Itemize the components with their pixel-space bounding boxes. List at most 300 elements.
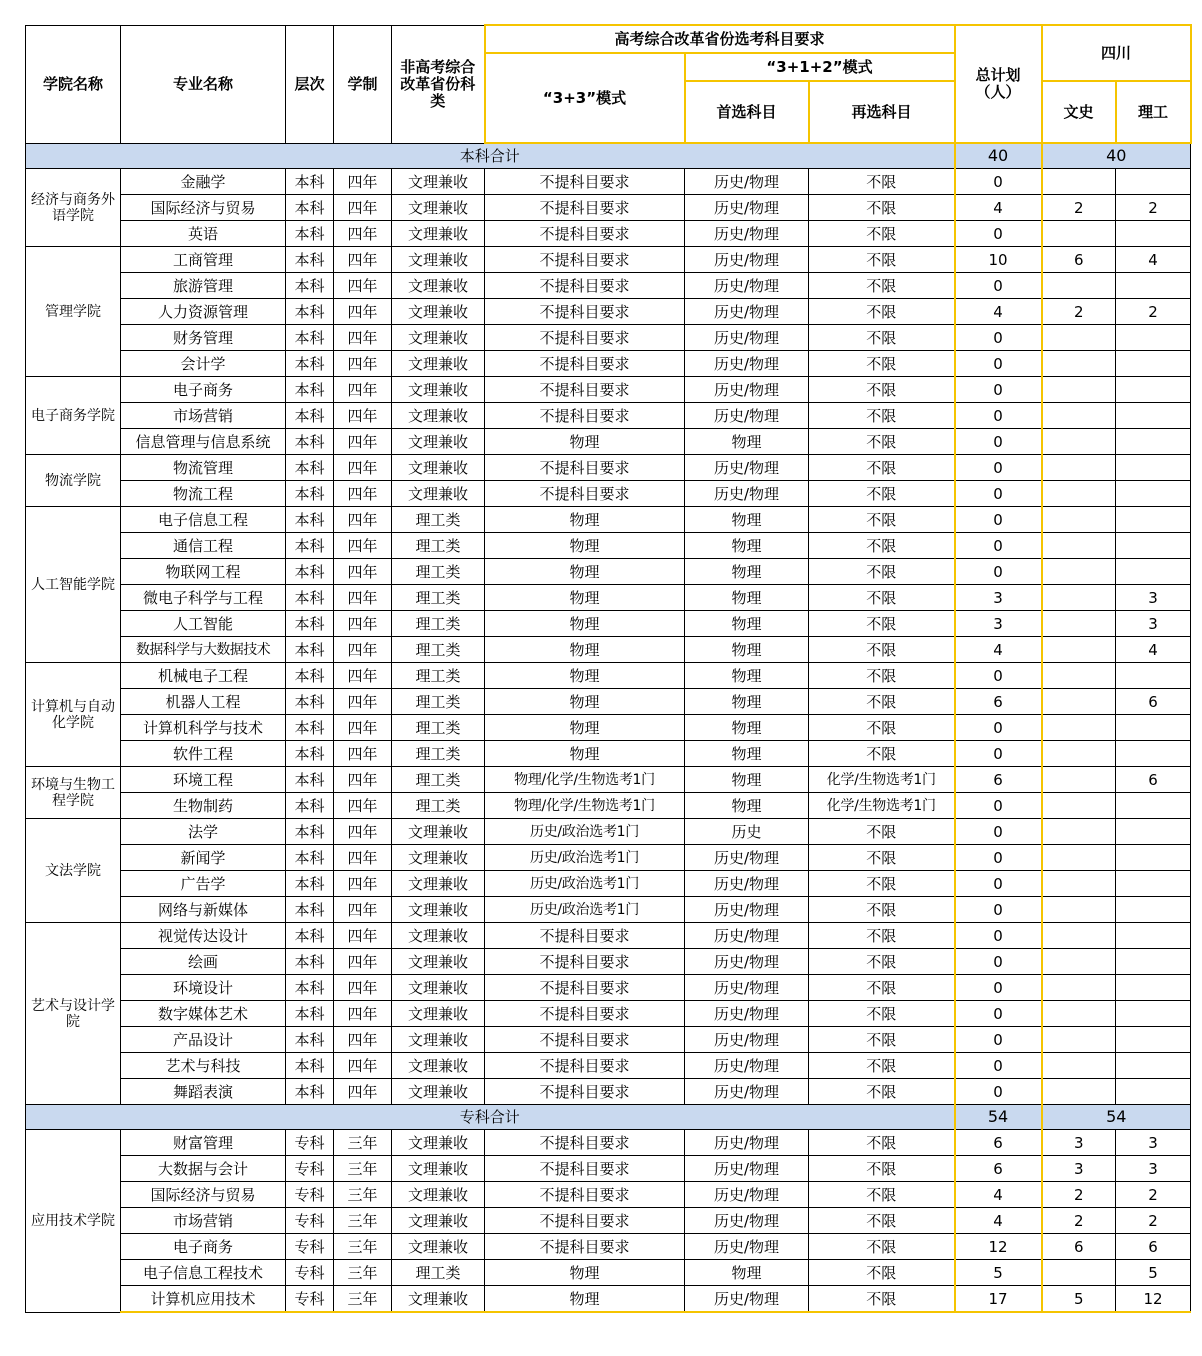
- total-plan-cell: 0: [955, 1001, 1042, 1027]
- major-cell: 国际经济与贸易: [121, 195, 286, 221]
- table-row: [26, 897, 1191, 923]
- second-subject-cell: 不限: [809, 273, 955, 299]
- header-duration: 学制: [334, 25, 392, 143]
- level-cell: 本科: [286, 299, 334, 325]
- total-plan-cell: 0: [955, 533, 1042, 559]
- category-cell: 文理兼收: [392, 1130, 485, 1156]
- category-cell: 文理兼收: [392, 247, 485, 273]
- mode-33-cell: 不提科目要求: [485, 273, 685, 299]
- science-plan-cell: [1116, 923, 1191, 949]
- category-cell: 理工类: [392, 741, 485, 767]
- category-cell: 文理兼收: [392, 429, 485, 455]
- table-row: [26, 1156, 1191, 1182]
- level-cell: 本科: [286, 507, 334, 533]
- arts-plan-cell: 3: [1042, 1156, 1116, 1182]
- total-plan-cell: 6: [955, 689, 1042, 715]
- duration-cell: 四年: [334, 611, 392, 637]
- second-subject-cell: 不限: [809, 221, 955, 247]
- first-subject-cell: 物理: [685, 1260, 809, 1286]
- second-subject-cell: 不限: [809, 975, 955, 1001]
- category-cell: 文理兼收: [392, 1001, 485, 1027]
- science-plan-cell: [1116, 377, 1191, 403]
- mode-33-cell: 物理/化学/生物选考1门: [485, 793, 685, 819]
- mode-33-cell: 物理: [485, 559, 685, 585]
- total-plan-cell: 4: [955, 299, 1042, 325]
- table-row: [26, 429, 1191, 455]
- first-subject-cell: 历史/物理: [685, 273, 809, 299]
- total-plan-cell: 0: [955, 481, 1042, 507]
- science-plan-cell: [1116, 559, 1191, 585]
- arts-plan-cell: [1042, 1260, 1116, 1286]
- arts-plan-cell: [1042, 429, 1116, 455]
- table-row: [26, 559, 1191, 585]
- level-cell: 本科: [286, 1053, 334, 1079]
- first-subject-cell: 历史/物理: [685, 221, 809, 247]
- second-subject-cell: 不限: [809, 585, 955, 611]
- level-cell: 本科: [286, 325, 334, 351]
- college-cell: 电子商务学院: [26, 377, 121, 455]
- major-cell: 微电子科学与工程: [121, 585, 286, 611]
- table-row: [26, 975, 1191, 1001]
- duration-cell: 三年: [334, 1260, 392, 1286]
- second-subject-cell: 不限: [809, 871, 955, 897]
- major-cell: 艺术与科技: [121, 1053, 286, 1079]
- first-subject-cell: 历史/物理: [685, 897, 809, 923]
- duration-cell: 四年: [334, 429, 392, 455]
- second-subject-cell: 不限: [809, 637, 955, 663]
- category-cell: 文理兼收: [392, 975, 485, 1001]
- level-cell: 本科: [286, 923, 334, 949]
- category-cell: 文理兼收: [392, 273, 485, 299]
- mode-33-cell: 不提科目要求: [485, 1053, 685, 1079]
- college-cell: 计算机与自动化学院: [26, 663, 121, 767]
- first-subject-cell: 物理: [685, 533, 809, 559]
- total-plan-cell: 0: [955, 1027, 1042, 1053]
- category-cell: 理工类: [392, 533, 485, 559]
- mode-33-cell: 物理: [485, 507, 685, 533]
- category-cell: 理工类: [392, 1260, 485, 1286]
- duration-cell: 四年: [334, 819, 392, 845]
- duration-cell: 四年: [334, 299, 392, 325]
- level-cell: 专科: [286, 1156, 334, 1182]
- level-cell: 本科: [286, 715, 334, 741]
- major-cell: 会计学: [121, 351, 286, 377]
- science-plan-cell: 2: [1116, 299, 1191, 325]
- first-subject-cell: 历史/物理: [685, 325, 809, 351]
- second-subject-cell: 不限: [809, 1001, 955, 1027]
- duration-cell: 四年: [334, 663, 392, 689]
- major-cell: 绘画: [121, 949, 286, 975]
- second-subject-cell: 不限: [809, 559, 955, 585]
- first-subject-cell: 历史/物理: [685, 403, 809, 429]
- category-cell: 理工类: [392, 767, 485, 793]
- mode-33-cell: 历史/政治选考1门: [485, 871, 685, 897]
- mode-33-cell: 历史/政治选考1门: [485, 845, 685, 871]
- second-subject-cell: 不限: [809, 533, 955, 559]
- first-subject-cell: 物理: [685, 429, 809, 455]
- table-row: [26, 455, 1191, 481]
- total-plan-cell: 4: [955, 637, 1042, 663]
- mode-33-cell: 物理: [485, 1286, 685, 1313]
- level-cell: 本科: [286, 455, 334, 481]
- table-row: [26, 923, 1191, 949]
- science-plan-cell: [1116, 533, 1191, 559]
- arts-plan-cell: [1042, 793, 1116, 819]
- table-row: [26, 1208, 1191, 1234]
- duration-cell: 四年: [334, 377, 392, 403]
- category-cell: 理工类: [392, 507, 485, 533]
- major-cell: 物流管理: [121, 455, 286, 481]
- category-cell: 理工类: [392, 637, 485, 663]
- summary-label: 本科合计: [26, 143, 955, 169]
- total-plan-cell: 0: [955, 663, 1042, 689]
- major-cell: 物流工程: [121, 481, 286, 507]
- second-subject-cell: 不限: [809, 819, 955, 845]
- level-cell: 本科: [286, 1027, 334, 1053]
- major-cell: 物联网工程: [121, 559, 286, 585]
- total-plan-cell: 0: [955, 169, 1042, 195]
- arts-plan-cell: 5: [1042, 1286, 1116, 1313]
- header-non-reform: 非高考综合改革省份科类: [392, 25, 485, 143]
- science-plan-cell: 4: [1116, 247, 1191, 273]
- category-cell: 文理兼收: [392, 1182, 485, 1208]
- first-subject-cell: 历史/物理: [685, 1286, 809, 1313]
- mode-33-cell: 不提科目要求: [485, 949, 685, 975]
- table-row: [26, 377, 1191, 403]
- table-row: [26, 949, 1191, 975]
- level-cell: 本科: [286, 351, 334, 377]
- second-subject-cell: 不限: [809, 507, 955, 533]
- table-row: [26, 585, 1191, 611]
- science-plan-cell: 6: [1116, 689, 1191, 715]
- mode-33-cell: 历史/政治选考1门: [485, 897, 685, 923]
- level-cell: 本科: [286, 949, 334, 975]
- duration-cell: 四年: [334, 221, 392, 247]
- header-first-subject: 首选科目: [685, 81, 809, 143]
- total-plan-cell: 0: [955, 1053, 1042, 1079]
- second-subject-cell: 不限: [809, 845, 955, 871]
- duration-cell: 四年: [334, 767, 392, 793]
- duration-cell: 四年: [334, 507, 392, 533]
- total-plan-cell: 3: [955, 585, 1042, 611]
- major-cell: 财富管理: [121, 1130, 286, 1156]
- mode-33-cell: 不提科目要求: [485, 247, 685, 273]
- level-cell: 专科: [286, 1286, 334, 1313]
- science-plan-cell: 2: [1116, 1208, 1191, 1234]
- science-plan-cell: 3: [1116, 1130, 1191, 1156]
- first-subject-cell: 物理: [685, 559, 809, 585]
- mode-33-cell: 历史/政治选考1门: [485, 819, 685, 845]
- science-plan-cell: [1116, 793, 1191, 819]
- header-level: 层次: [286, 25, 334, 143]
- arts-plan-cell: [1042, 221, 1116, 247]
- duration-cell: 四年: [334, 325, 392, 351]
- arts-plan-cell: [1042, 351, 1116, 377]
- category-cell: 文理兼收: [392, 1208, 485, 1234]
- level-cell: 本科: [286, 975, 334, 1001]
- table-row: [26, 1053, 1191, 1079]
- header-major: 专业名称: [121, 25, 286, 143]
- duration-cell: 四年: [334, 715, 392, 741]
- mode-33-cell: 不提科目要求: [485, 1001, 685, 1027]
- table-header: [26, 25, 1191, 143]
- first-subject-cell: 历史/物理: [685, 299, 809, 325]
- major-cell: 视觉传达设计: [121, 923, 286, 949]
- arts-plan-cell: [1042, 715, 1116, 741]
- table-row: [26, 1001, 1191, 1027]
- total-plan-cell: 0: [955, 897, 1042, 923]
- mode-33-cell: 物理: [485, 663, 685, 689]
- mode-33-cell: 不提科目要求: [485, 1027, 685, 1053]
- total-plan-cell: 0: [955, 429, 1042, 455]
- table-row: [26, 507, 1191, 533]
- duration-cell: 四年: [334, 481, 392, 507]
- science-plan-cell: [1116, 1027, 1191, 1053]
- duration-cell: 四年: [334, 637, 392, 663]
- category-cell: 理工类: [392, 793, 485, 819]
- college-cell: 人工智能学院: [26, 507, 121, 663]
- total-plan-cell: 10: [955, 247, 1042, 273]
- table-row: [26, 741, 1191, 767]
- science-plan-cell: [1116, 663, 1191, 689]
- second-subject-cell: 化学/生物选考1门: [809, 767, 955, 793]
- level-cell: 本科: [286, 559, 334, 585]
- level-cell: 本科: [286, 533, 334, 559]
- first-subject-cell: 历史/物理: [685, 377, 809, 403]
- science-plan-cell: 3: [1116, 1156, 1191, 1182]
- mode-33-cell: 不提科目要求: [485, 1234, 685, 1260]
- major-cell: 产品设计: [121, 1027, 286, 1053]
- total-plan-cell: 0: [955, 949, 1042, 975]
- total-plan-cell: 6: [955, 767, 1042, 793]
- total-plan-cell: 0: [955, 351, 1042, 377]
- science-plan-cell: 3: [1116, 585, 1191, 611]
- arts-plan-cell: [1042, 949, 1116, 975]
- first-subject-cell: 历史/物理: [685, 1027, 809, 1053]
- arts-plan-cell: [1042, 663, 1116, 689]
- mode-33-cell: 不提科目要求: [485, 169, 685, 195]
- category-cell: 文理兼收: [392, 325, 485, 351]
- category-cell: 文理兼收: [392, 897, 485, 923]
- category-cell: 文理兼收: [392, 377, 485, 403]
- science-plan-cell: [1116, 429, 1191, 455]
- major-cell: 生物制药: [121, 793, 286, 819]
- first-subject-cell: 物理: [685, 767, 809, 793]
- category-cell: 文理兼收: [392, 195, 485, 221]
- arts-plan-cell: 2: [1042, 195, 1116, 221]
- table-row: [26, 1182, 1191, 1208]
- mode-33-cell: 不提科目要求: [485, 195, 685, 221]
- summary-province-total: 40: [1042, 143, 1191, 169]
- major-cell: 市场营销: [121, 403, 286, 429]
- category-cell: 文理兼收: [392, 1053, 485, 1079]
- duration-cell: 三年: [334, 1130, 392, 1156]
- arts-plan-cell: [1042, 845, 1116, 871]
- second-subject-cell: 不限: [809, 1234, 955, 1260]
- second-subject-cell: 不限: [809, 1260, 955, 1286]
- science-plan-cell: [1116, 975, 1191, 1001]
- duration-cell: 三年: [334, 1286, 392, 1313]
- level-cell: 本科: [286, 819, 334, 845]
- table-row: [26, 845, 1191, 871]
- science-plan-cell: 2: [1116, 1182, 1191, 1208]
- table-row: [26, 637, 1191, 663]
- college-cell: 环境与生物工程学院: [26, 767, 121, 819]
- arts-plan-cell: [1042, 1053, 1116, 1079]
- level-cell: 本科: [286, 767, 334, 793]
- mode-33-cell: 物理: [485, 585, 685, 611]
- major-cell: 计算机应用技术: [121, 1286, 286, 1313]
- major-cell: 新闻学: [121, 845, 286, 871]
- duration-cell: 四年: [334, 585, 392, 611]
- second-subject-cell: 不限: [809, 715, 955, 741]
- major-cell: 旅游管理: [121, 273, 286, 299]
- arts-plan-cell: 6: [1042, 1234, 1116, 1260]
- arts-plan-cell: [1042, 1027, 1116, 1053]
- arts-plan-cell: 6: [1042, 247, 1116, 273]
- total-plan-cell: 0: [955, 975, 1042, 1001]
- duration-cell: 四年: [334, 455, 392, 481]
- level-cell: 本科: [286, 611, 334, 637]
- science-plan-cell: 6: [1116, 767, 1191, 793]
- enrollment-plan-table: [25, 24, 1192, 1313]
- total-plan-cell: 0: [955, 221, 1042, 247]
- second-subject-cell: 不限: [809, 1286, 955, 1313]
- major-cell: 市场营销: [121, 1208, 286, 1234]
- first-subject-cell: 物理: [685, 741, 809, 767]
- mode-33-cell: 不提科目要求: [485, 1079, 685, 1105]
- major-cell: 金融学: [121, 169, 286, 195]
- category-cell: 文理兼收: [392, 1156, 485, 1182]
- total-plan-cell: 0: [955, 923, 1042, 949]
- summary-province-total: 54: [1042, 1105, 1191, 1130]
- second-subject-cell: 不限: [809, 1130, 955, 1156]
- total-plan-cell: 0: [955, 507, 1042, 533]
- total-plan-cell: 3: [955, 611, 1042, 637]
- major-cell: 通信工程: [121, 533, 286, 559]
- total-plan-cell: 0: [955, 793, 1042, 819]
- arts-plan-cell: [1042, 169, 1116, 195]
- duration-cell: 四年: [334, 923, 392, 949]
- summary-label: 专科合计: [26, 1105, 955, 1130]
- duration-cell: 四年: [334, 1001, 392, 1027]
- header-science: 理工: [1116, 81, 1191, 143]
- category-cell: 文理兼收: [392, 221, 485, 247]
- table-row: [26, 481, 1191, 507]
- major-cell: 广告学: [121, 871, 286, 897]
- category-cell: 理工类: [392, 585, 485, 611]
- level-cell: 本科: [286, 1079, 334, 1105]
- first-subject-cell: 历史/物理: [685, 845, 809, 871]
- header-mode-33: “3+3”模式: [485, 53, 685, 143]
- arts-plan-cell: [1042, 871, 1116, 897]
- mode-33-cell: 不提科目要求: [485, 481, 685, 507]
- level-cell: 本科: [286, 845, 334, 871]
- science-plan-cell: [1116, 819, 1191, 845]
- science-plan-cell: [1116, 455, 1191, 481]
- second-subject-cell: 不限: [809, 1156, 955, 1182]
- arts-plan-cell: [1042, 273, 1116, 299]
- arts-plan-cell: [1042, 559, 1116, 585]
- level-cell: 本科: [286, 741, 334, 767]
- first-subject-cell: 历史/物理: [685, 923, 809, 949]
- table-row: [26, 767, 1191, 793]
- total-plan-cell: 0: [955, 845, 1042, 871]
- header-arts: 文史: [1042, 81, 1116, 143]
- second-subject-cell: 不限: [809, 611, 955, 637]
- level-cell: 专科: [286, 1182, 334, 1208]
- first-subject-cell: 物理: [685, 715, 809, 741]
- total-plan-cell: 0: [955, 273, 1042, 299]
- college-cell: 文法学院: [26, 819, 121, 923]
- science-plan-cell: [1116, 221, 1191, 247]
- second-subject-cell: 不限: [809, 325, 955, 351]
- major-cell: 法学: [121, 819, 286, 845]
- total-plan-cell: 0: [955, 715, 1042, 741]
- second-subject-cell: 不限: [809, 1027, 955, 1053]
- table-row: [26, 221, 1191, 247]
- second-subject-cell: 不限: [809, 663, 955, 689]
- category-cell: 文理兼收: [392, 1079, 485, 1105]
- total-plan-cell: 0: [955, 819, 1042, 845]
- science-plan-cell: [1116, 741, 1191, 767]
- duration-cell: 三年: [334, 1156, 392, 1182]
- science-plan-cell: [1116, 169, 1191, 195]
- duration-cell: 四年: [334, 975, 392, 1001]
- arts-plan-cell: [1042, 1001, 1116, 1027]
- science-plan-cell: [1116, 351, 1191, 377]
- duration-cell: 四年: [334, 897, 392, 923]
- second-subject-cell: 不限: [809, 689, 955, 715]
- level-cell: 本科: [286, 689, 334, 715]
- table-row: [26, 299, 1191, 325]
- total-plan-cell: 0: [955, 871, 1042, 897]
- first-subject-cell: 物理: [685, 663, 809, 689]
- second-subject-cell: 不限: [809, 169, 955, 195]
- mode-33-cell: 不提科目要求: [485, 351, 685, 377]
- science-plan-cell: [1116, 871, 1191, 897]
- major-cell: 信息管理与信息系统: [121, 429, 286, 455]
- duration-cell: 四年: [334, 247, 392, 273]
- major-cell: 数据科学与大数据技术: [121, 637, 286, 663]
- level-cell: 专科: [286, 1234, 334, 1260]
- level-cell: 本科: [286, 195, 334, 221]
- second-subject-cell: 不限: [809, 377, 955, 403]
- category-cell: 文理兼收: [392, 403, 485, 429]
- category-cell: 理工类: [392, 663, 485, 689]
- first-subject-cell: 历史/物理: [685, 1234, 809, 1260]
- table-row: [26, 1027, 1191, 1053]
- table-row: [26, 1260, 1191, 1286]
- category-cell: 文理兼收: [392, 923, 485, 949]
- level-cell: 本科: [286, 871, 334, 897]
- table-row: [26, 1286, 1191, 1313]
- level-cell: 专科: [286, 1208, 334, 1234]
- science-plan-cell: 2: [1116, 195, 1191, 221]
- major-cell: 机器人工程: [121, 689, 286, 715]
- major-cell: 财务管理: [121, 325, 286, 351]
- total-plan-cell: 4: [955, 1208, 1042, 1234]
- arts-plan-cell: 3: [1042, 1130, 1116, 1156]
- science-plan-cell: 3: [1116, 611, 1191, 637]
- table-row: [26, 871, 1191, 897]
- category-cell: 理工类: [392, 689, 485, 715]
- science-plan-cell: [1116, 403, 1191, 429]
- major-cell: 舞蹈表演: [121, 1079, 286, 1105]
- first-subject-cell: 历史/物理: [685, 1053, 809, 1079]
- header-total-plan: 总计划（人）: [955, 25, 1042, 143]
- first-subject-cell: 历史/物理: [685, 169, 809, 195]
